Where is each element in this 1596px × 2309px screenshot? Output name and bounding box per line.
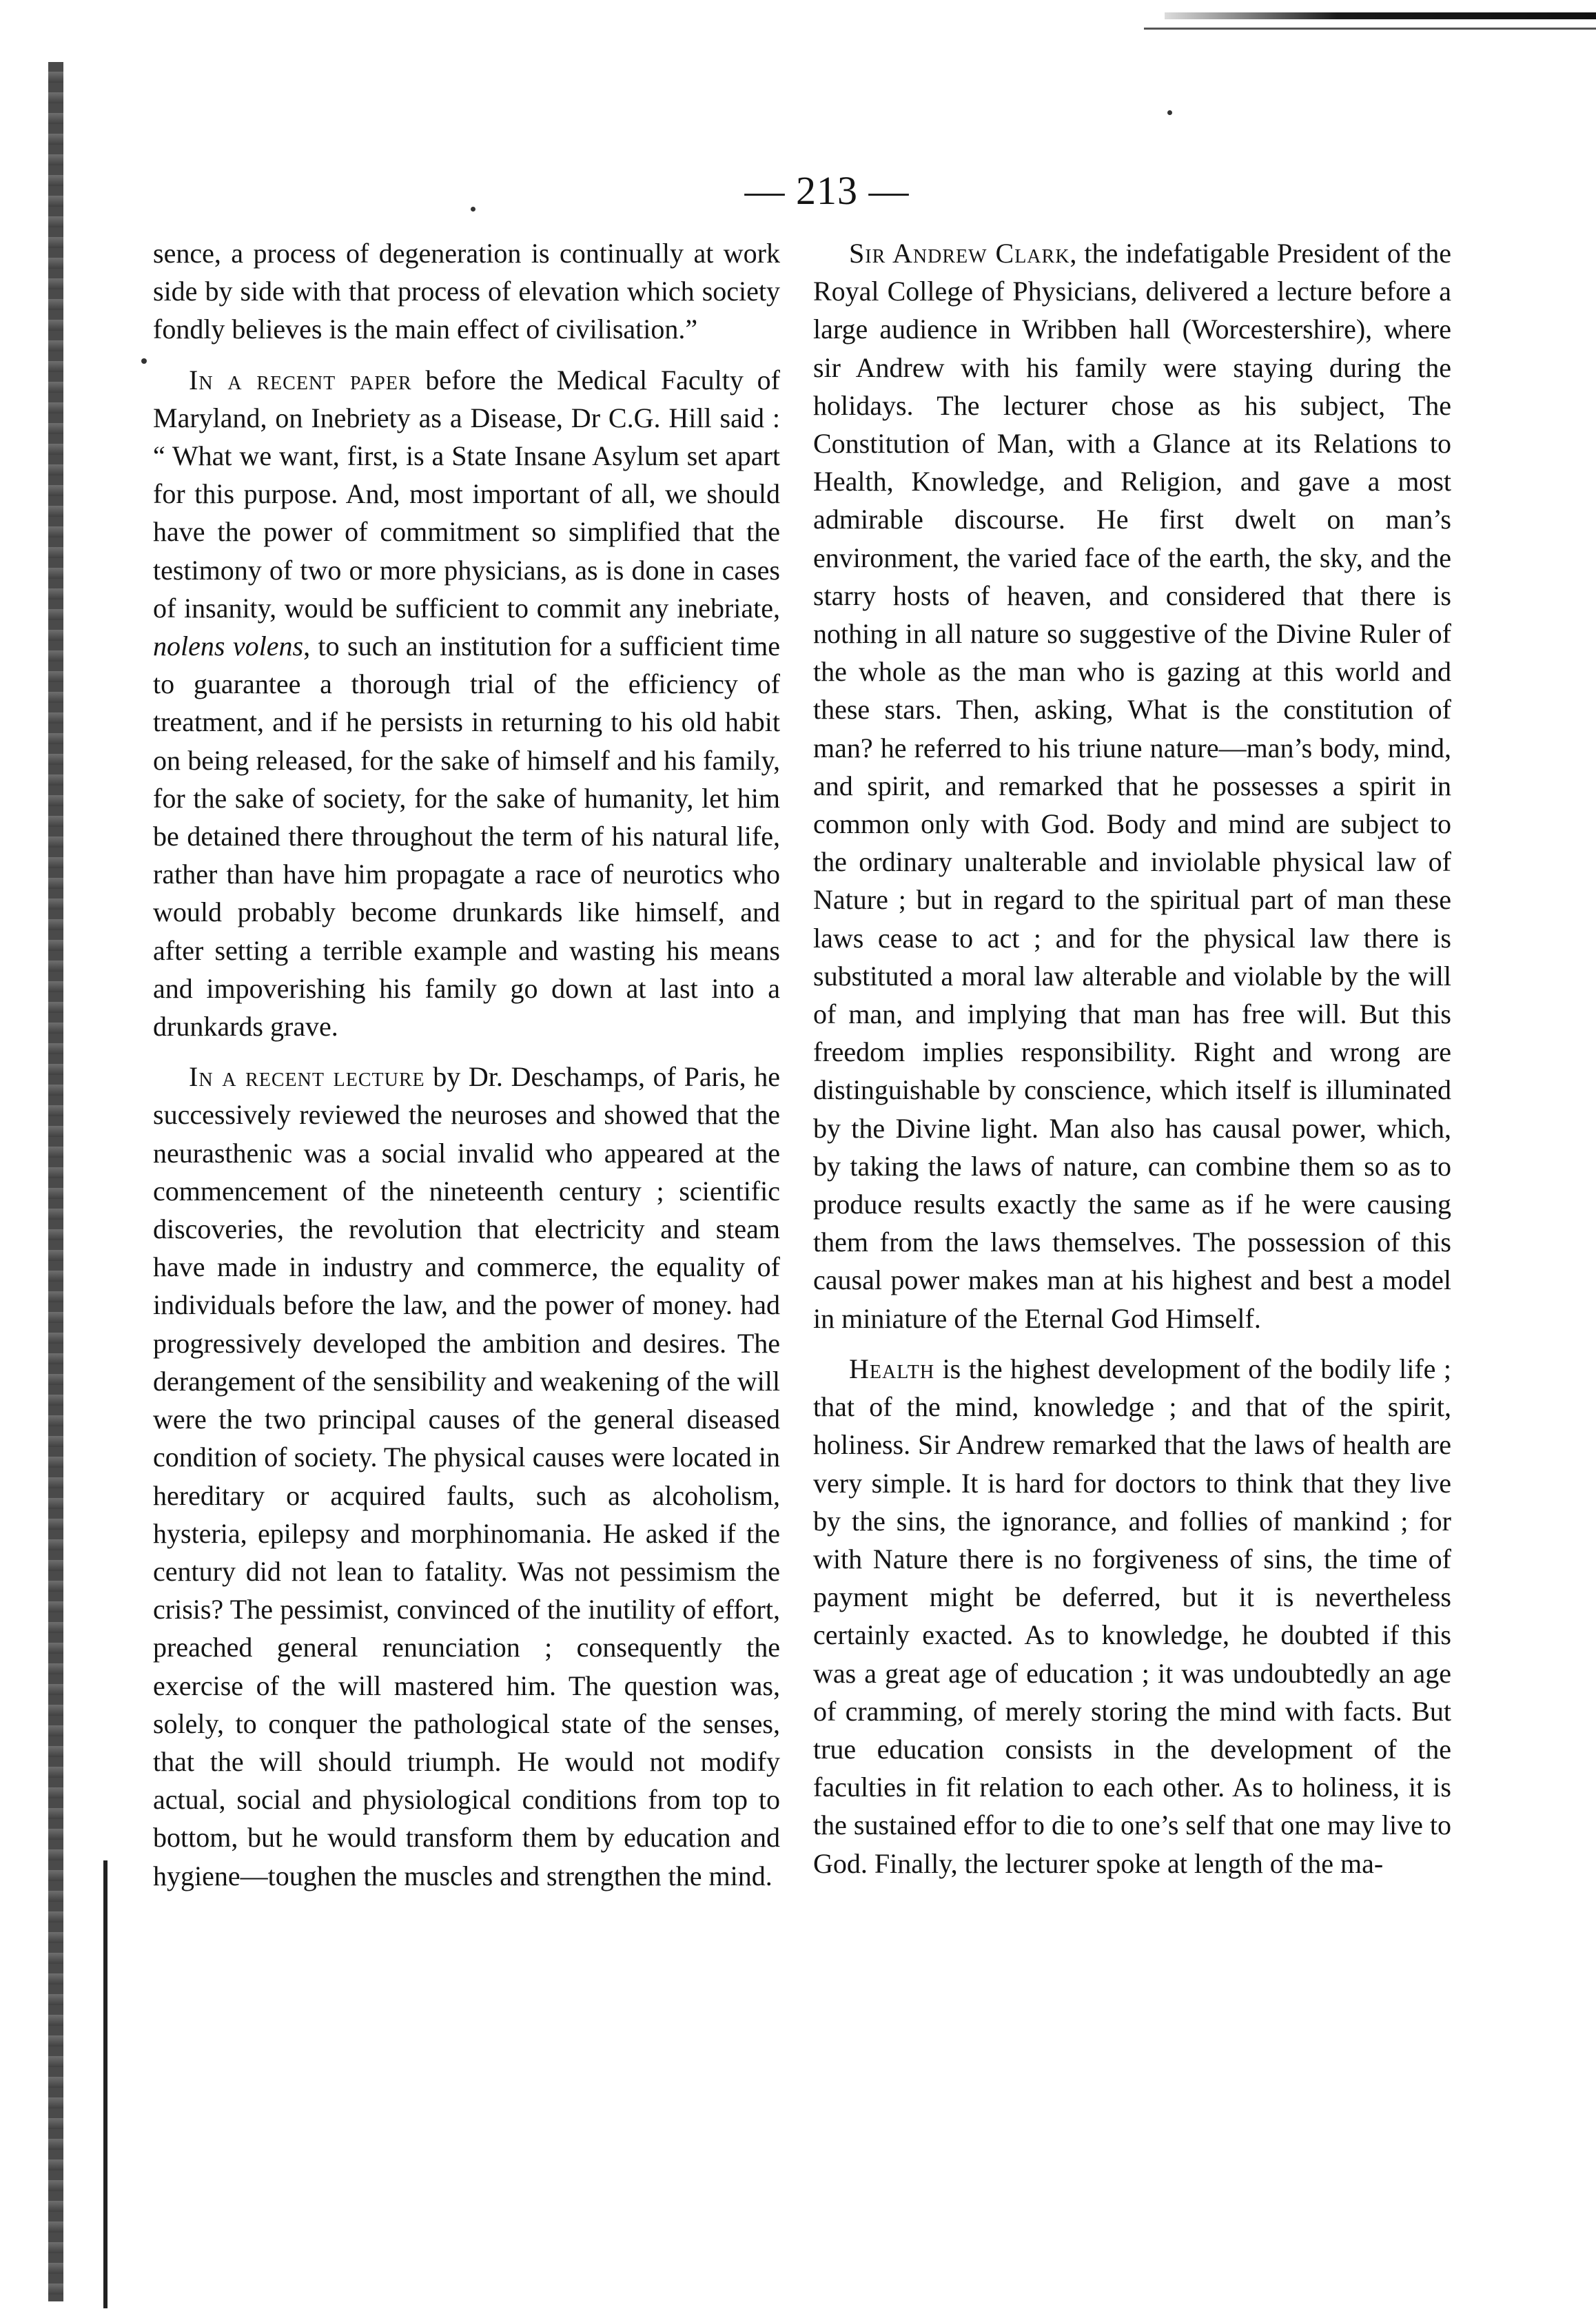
- paragraph-lead: Sir Andrew Clark: [849, 238, 1070, 269]
- bullet-speck: [141, 358, 147, 364]
- paragraph: Sir Andrew Clark, the indefatigable President of the Royal College of Physicians, delivered a lecture before a large audience in Wribben hall (Worcestershire), where sir Andrew with his family were staying during the holidays. The lecturer chose as his subject, The Constitution of Man, with a Glance at its Relations to Health, Knowledge, and Religion, and gave a most admirable discourse. He first dwelt on man’s environment, the varied face of the earth, the sky, and the starry hosts of heaven, and considered that there is nothing in all nature so suggestive of the Divine Ruler of the whole as the man who is gazing at this world and these stars. Then, asking, What is the constitution of man? he referred to his triune nature—man’s body, mind, and spirit, and remarked that he possesses a spirit in common only with God. Body and mind are subject to the ordinary unalterable and inviolable physical law of Nature ; but in regard to the spiritual part of man these laws cease to act ; and for the physical law there is substituted a moral law alterable and violable by the will of man, and implying that man has free will. But this freedom implies responsibility. Right and wrong are distinguishable by conscience, which itself is illuminated by the Divine light. Man also has causal power, which, by taking the laws of nature, can combine them so as to produce results exactly the same as if he were causing them from the laws themselves. The possession of this causal power makes man at his highest and best a model in miniature of the Eternal God Himself.: [813, 238, 1451, 1334]
- paragraph-lead: Health: [849, 1353, 935, 1384]
- speck-mark: [471, 207, 475, 212]
- page-number: — 213 —: [744, 168, 910, 213]
- speck-mark: [1167, 110, 1172, 115]
- paragraph-lead: In a recent lecture: [189, 1061, 425, 1093]
- paragraph: sence, a process of degeneration is continually at work side by side with that process of elevation which society fondly believes is the main effect of civilisation.”: [153, 238, 780, 345]
- top-rule-thin: [1144, 28, 1596, 30]
- paragraph: In a recent lecture by Dr. Deschamps, of Paris, he successively reviewed the neuroses and showed that the neurasthenic was a social invalid who appeared at the commencement of the nineteenth century ; scientific discoveries, the revolution that electricity and steam have made in industry and commerce, the equality of individuals before the law, and the power of money. had progressively developed the ambition and desires. The derangement of the sensibility and weakening of the will were the two principal causes of the general diseased condition of society. The physical causes were located in hereditary or acquired faults, such as alcoholism, hysteria, epilepsy and morphinomania. He asked if the century did not lean to fatality. Was not pessimism the crisis? The pessimist, convinced of the inutility of effort, preached general renunciation ; consequently the exercise of the will mastered him. The question was, solely, to conquer the pathological state of the senses, that the will should triumph. He would not modify actual, social and physiological conditions from top to bottom, but he would transform them by education and hygiene—toughen the muscles and strengthen the mind.: [153, 1061, 781, 1891]
- binding-shadow: [103, 1860, 108, 2308]
- left-column: [153, 234, 780, 1907]
- top-rule: [1165, 12, 1596, 19]
- latin-phrase: nolens volens: [153, 630, 304, 662]
- paragraph: In a recent paper before the Medical Faculty of Maryland, on Inebriety as a Disease, Dr C.G. Hill said : “ What we want, first, is a State Insane Asylum set apart for this purpose. And, most important of all, we should have the power of commitment so simplified that the testimony of two or more physicians, as is done in cases of insanity, would be sufficient to commit any inebriate, nolens volens, to such an institution for a sufficient time to guarantee a thorough trial of the efficiency of treatment, and if he persists in returning to his old habit on being released, for the sake of himself and his family, for the sake of society, for the sake of humanity, let him be detained there throughout the term of his natural life, rather than have him propagate a race of neurotics who would probably become drunkards like himself, and after setting a terrible example and wasting his means and impoverishing his family go down at last into a drunkards grave.: [153, 364, 780, 1043]
- paragraph-lead: In a recent paper: [189, 364, 412, 396]
- right-column: [813, 234, 1451, 1895]
- book-binding-edge: [48, 62, 63, 2301]
- paragraph: Health is the highest development of the bodily life ; that of the mind, knowledge ; and that of the spirit, holiness. Sir Andrew remarked that the laws of health are very simple. It is hard for doctors to think that they live by the sins, the ignorance, and follies of mankind ; for with Nature there is no forgiveness of sins, the time of payment might be deferred, but it is nevertheless certainly exacted. As to knowledge, he doubted if this was a great age of education ; it was undoubtedly an age of cramming, of merely storing the mind with facts. But true education consists in the development of the faculties in fit relation to each other. As to holiness, it is the sustained effor to die to one’s self that one may live to God. Finally, the lecturer spoke at length of the ma-: [813, 1353, 1451, 1879]
